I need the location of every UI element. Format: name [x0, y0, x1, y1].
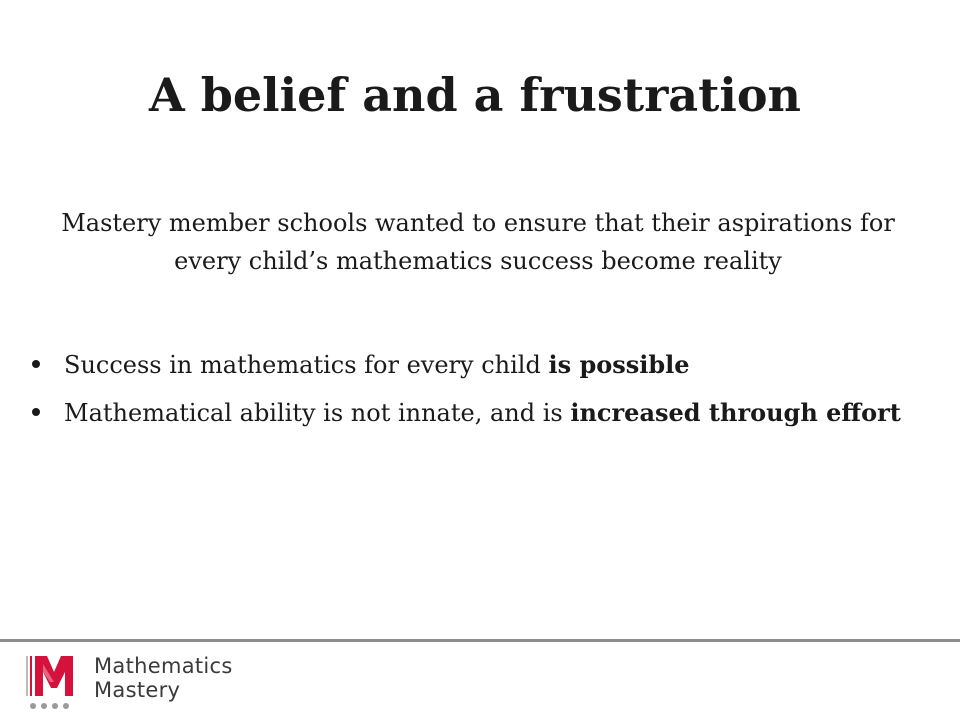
logo-line-2: Mastery [94, 678, 181, 702]
mathematics-mastery-logo-icon [24, 652, 86, 714]
bullet-dot-icon [32, 408, 40, 416]
bullet-item [28, 394, 908, 432]
bullet-emphasis: increased through effort [570, 398, 901, 427]
logo-wordmark [94, 654, 233, 702]
bullet-list [28, 346, 908, 442]
footer-divider [0, 639, 960, 642]
mathematics-mastery-logo [24, 652, 264, 714]
bullet-emphasis: is possible [548, 350, 690, 379]
bullet-dot-icon [32, 360, 40, 368]
bullet-item [28, 346, 908, 384]
logo-line-1: Mathematics [94, 654, 233, 678]
bullet-text: Mathematical ability is not innate, and is [64, 399, 571, 427]
slide-title: A belief and a frustration [149, 68, 801, 122]
intro-paragraph: Mastery member schools wanted to ensure that their aspirations for every child’s mathematics success become reality [61, 209, 895, 275]
bullet-text: Success in mathematics for every child [64, 351, 549, 379]
